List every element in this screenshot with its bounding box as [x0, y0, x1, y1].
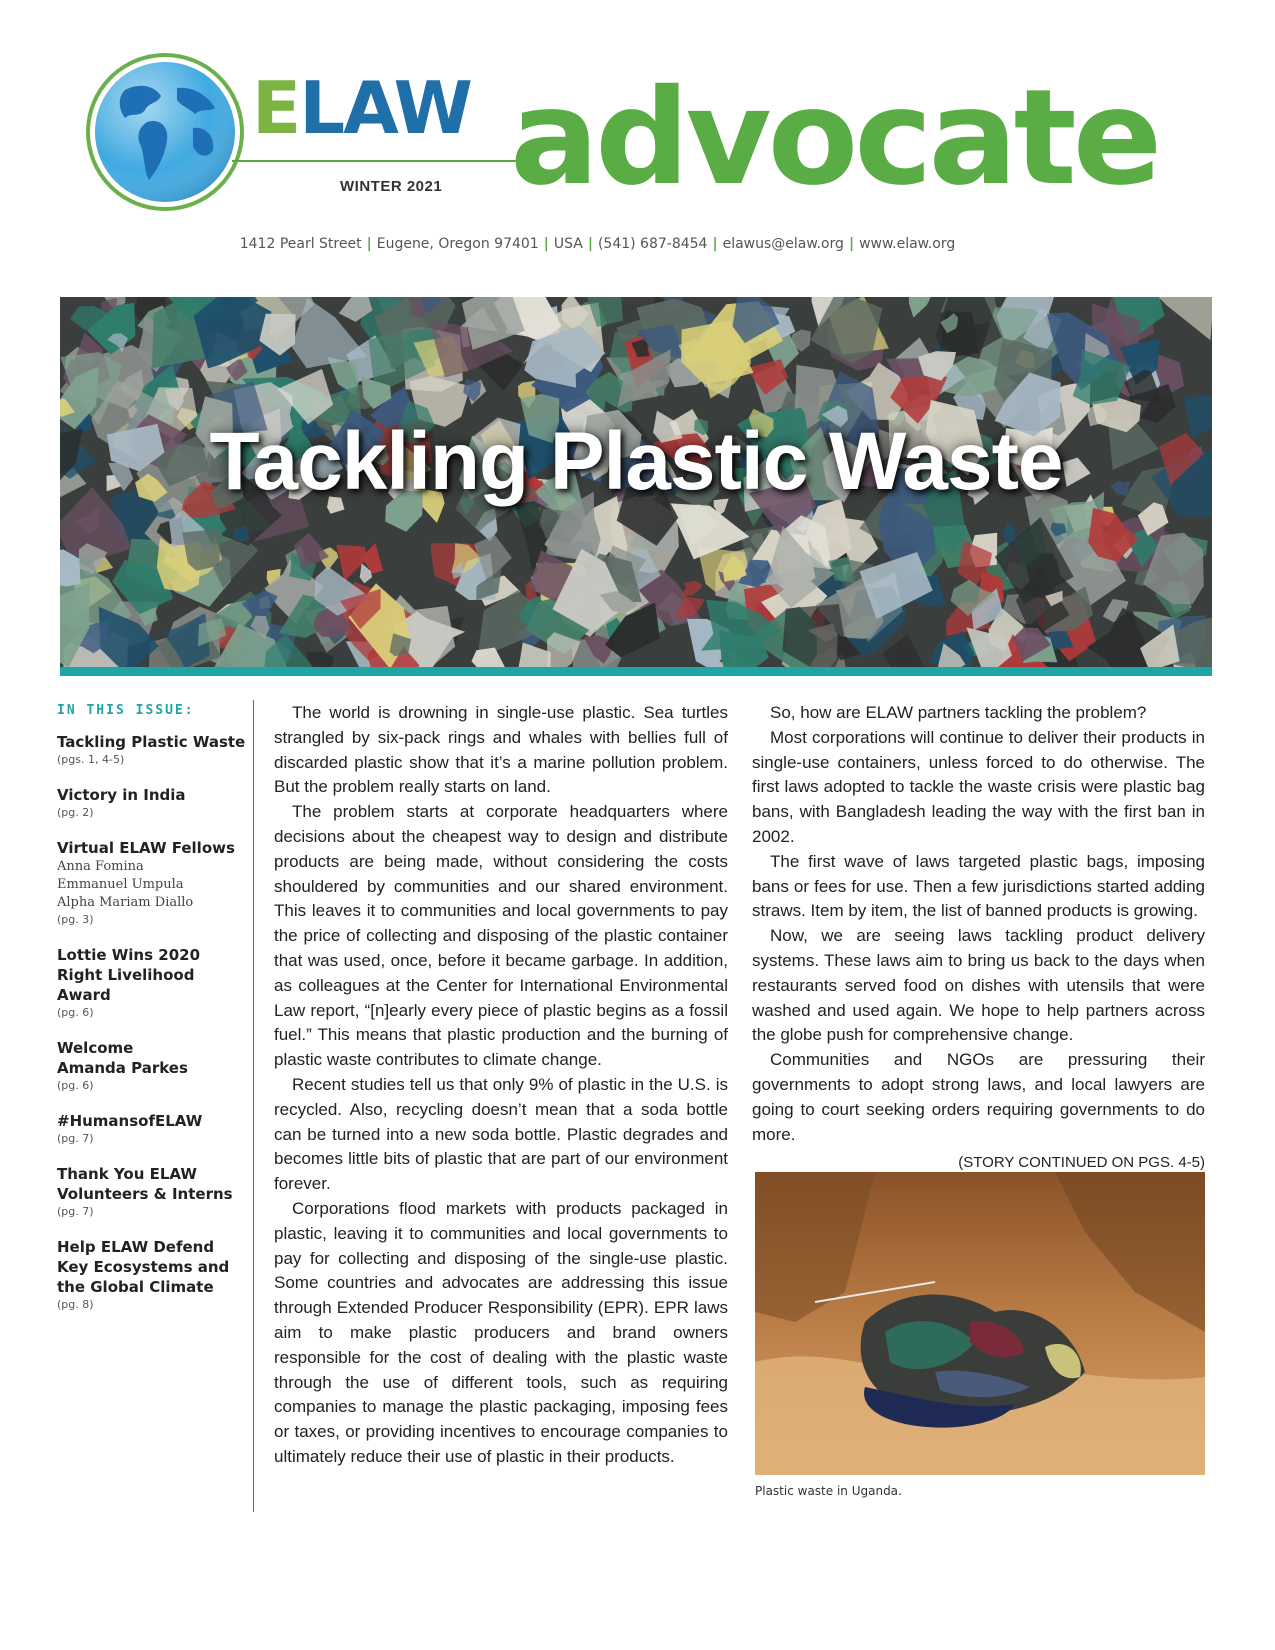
- toc-title-line: Key Ecosystems and: [57, 1258, 230, 1276]
- toc-fellow-name: Alpha Mariam Diallo: [57, 895, 194, 910]
- toc-page: (pg. 3): [57, 913, 94, 926]
- contact-address: 1412 Pearl Street: [239, 236, 362, 252]
- toc-item[interactable]: [57, 1164, 247, 1219]
- toc-title-line: Award: [57, 986, 111, 1004]
- toc-item[interactable]: [57, 1111, 247, 1146]
- logo-letters-law: LAW: [299, 66, 471, 150]
- toc-title-line: Welcome: [57, 1039, 134, 1057]
- toc-fellow-name: Anna Fomina: [57, 859, 144, 874]
- article-paragraph: Now, we are seeing laws tackling product delivery systems. These laws aim to bring us back to the days when restaurants served food on dishes with utensils that were washed and used again. We hope to help partners across the globe push for comprehensive change.: [752, 926, 1205, 1045]
- in-this-issue-sidebar: [57, 703, 247, 1330]
- toc-item[interactable]: [57, 785, 247, 820]
- toc-item[interactable]: [57, 1038, 247, 1093]
- toc-title-line: Amanda Parkes: [57, 1059, 188, 1077]
- logo-letter-e: E: [252, 66, 300, 150]
- contact-country: USA: [553, 236, 583, 252]
- masthead-rule: [232, 160, 522, 162]
- toc-title-line: Right Livelihood: [57, 966, 195, 984]
- elaw-logo: [252, 66, 471, 150]
- toc-page: (pg. 7): [57, 1132, 94, 1145]
- toc-title-line: Lottie Wins 2020: [57, 946, 201, 964]
- sidebar-heading: IN THIS ISSUE:: [57, 703, 195, 718]
- article-column-left: [274, 701, 728, 1470]
- article-paragraph: Most corporations will continue to deliver their products in single-use containers, unless forced to do otherwise. The first laws adopted to tackle the waste crisis were plastic bag bans, with Bangladesh leading the way with the first ban in 2002.: [752, 727, 1205, 846]
- hero-banner: [60, 297, 1212, 667]
- toc-item[interactable]: [57, 838, 247, 927]
- toc-title-line: the Global Climate: [57, 1278, 214, 1296]
- article-column-right: [752, 701, 1205, 1176]
- issue-date: WINTER 2021: [340, 178, 443, 195]
- plastic-fragment: [517, 643, 551, 668]
- toc-page: (pg. 6): [57, 1079, 94, 1092]
- article-paragraph: Corporations flood markets with products packaged in plastic, leaving it to communities and local governments to pay for collecting and disposing of the single-use plastic. Some countries and advocates are addressing this issue through Extended Producer Responsibility (EPR). EPR laws aim to make plastic producers and brand owners responsible for the cost of dealing with the plastic waste through the use of different tools, such as requiring companies to manage the plastic packaging, imposing fees or taxes, or providing incentives to encourage companies to ultimately reduce their use of plastic in their products.: [274, 1198, 728, 1466]
- toc-page: (pg. 8): [57, 1298, 94, 1311]
- toc-title: Virtual ELAW Fellows: [57, 839, 235, 857]
- toc-title: Tackling Plastic Waste: [57, 733, 246, 751]
- toc-item[interactable]: [57, 945, 247, 1020]
- article-paragraph: So, how are ELAW partners tackling the problem?: [770, 703, 1147, 722]
- article-paragraph: Recent studies tell us that only 9% of plastic in the U.S. is recycled. Also, recycling doesn’t mean that a soda bottle can be turned into a new soda bottle. Plastic degrades and becomes little bits of plastic that are part of our environment forever.: [274, 1074, 728, 1194]
- hero-title: Tackling Plastic Waste: [209, 416, 1063, 507]
- plastic-fragment: [909, 297, 934, 318]
- toc-fellow-name: Emmanuel Umpula: [57, 877, 184, 892]
- contact-city: Eugene, Oregon 97401: [376, 236, 539, 252]
- plastic-fragment: [471, 648, 505, 668]
- toc-page: (pg. 6): [57, 1006, 94, 1019]
- toc-page: (pg. 7): [57, 1205, 94, 1218]
- hero-divider: [60, 667, 1212, 676]
- plastic-fragment: [883, 634, 930, 667]
- newsletter-title: advocate: [510, 61, 1159, 215]
- plastic-fragment: [668, 503, 749, 559]
- toc-title-line: Help ELAW Defend: [57, 1238, 215, 1256]
- contact-phone: (541) 687-8454: [597, 236, 708, 252]
- toc-title-line: Volunteers & Interns: [57, 1185, 233, 1203]
- sidebar-divider: [253, 700, 254, 1512]
- article-paragraph: The problem starts at corporate headquarters where decisions about the cheapest way to design and distribute products are being made, without considering the costs shouldered by communities and our shared environment. This leaves it to communities and local governments to pay the price of collecting and disposing of the plastic container that was used, once, before it became garbage. In addition, as colleagues at the Center for International Environmental Law report, “[n]early every piece of plastic begins as a fossil fuel.” This means that plastic production and the burning of plastic waste contributes to climate change.: [274, 802, 728, 1070]
- uganda-photo: [755, 1172, 1205, 1475]
- toc-page: (pg. 2): [57, 806, 94, 819]
- globe-logo-icon: [85, 52, 245, 212]
- article-paragraph: The world is drowning in single-use plastic. Sea turtles strangled by six-pack rings and whales with bellies full of discarded plastic show that it’s a marine pollution problem. But the problem really starts on land.: [274, 703, 728, 797]
- toc-item[interactable]: [57, 1237, 247, 1312]
- photo-caption: Plastic waste in Uganda.: [755, 1484, 902, 1498]
- toc-item[interactable]: [57, 732, 247, 767]
- story-continued-note[interactable]: (STORY CONTINUED ON PGS. 4-5): [958, 1154, 1205, 1172]
- article-paragraph: The first wave of laws targeted plastic bags, imposing bans or fees for use. Then a few jurisdictions started adding straws. Item by item, the list of banned products is growing.: [752, 851, 1205, 921]
- article-paragraph: Communities and NGOs are pressuring their governments to adopt strong laws, and local lawyers are going to court seeking orders requiring governments to do more.: [752, 1050, 1205, 1144]
- plastic-waste-river-image: [755, 1172, 1205, 1475]
- toc-title: #HumansofELAW: [57, 1112, 203, 1130]
- plastic-fragment: [681, 581, 703, 596]
- toc-title-line: Thank You ELAW: [57, 1165, 197, 1183]
- toc-title: Victory in India: [57, 786, 186, 804]
- contact-line: 1412 Pearl Street | Eugene, Oregon 97401 | USA | (541) 687-8454 | elawus@elaw.org | www.elaw.org: [239, 236, 956, 252]
- toc-page: (pgs. 1, 4-5): [57, 753, 125, 766]
- contact-email[interactable]: elawus@elaw.org: [722, 236, 844, 252]
- contact-website[interactable]: www.elaw.org: [859, 236, 956, 252]
